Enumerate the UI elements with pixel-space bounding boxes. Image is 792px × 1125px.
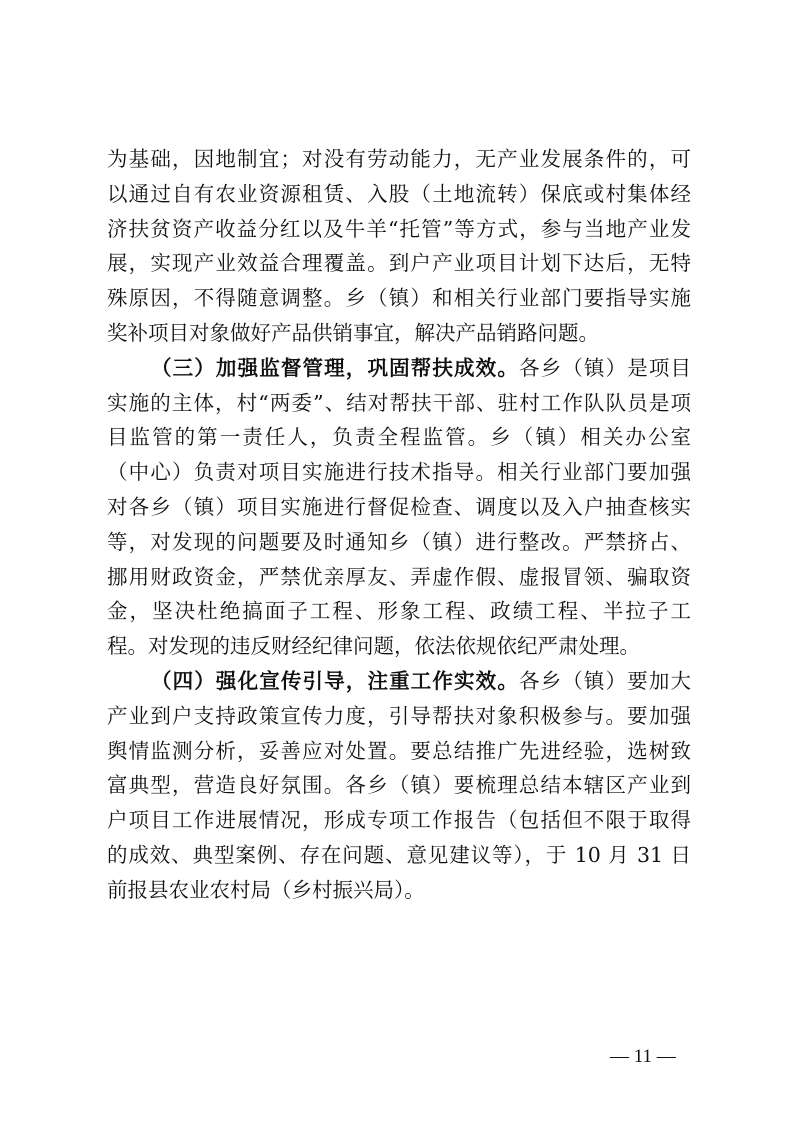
document-body (107, 142, 691, 908)
paragraph-section-4 (107, 664, 691, 908)
text-line: 为基础，因地制宜；对没有劳动能力，无产业发展条件的，可 (107, 147, 691, 171)
paragraph-1 (107, 142, 691, 351)
text-line: 以通过自有农业资源租赁、入股（土地流转）保底或村集体经 (107, 181, 691, 206)
text-line: 对各乡（镇）项目实施进行督促检查、调度以及入户抽查核实 (107, 494, 691, 519)
text-line: 前报县农业农村局（乡村振兴局）。 (107, 877, 425, 902)
section-heading: （四）强化宣传引导，注重工作实效。 (151, 668, 519, 693)
line-text: 各乡（镇）要加大 (518, 668, 692, 693)
text-line (107, 664, 691, 699)
text-line: 富典型，营造良好氛围。各乡（镇）要梳理总结本辖区产业到 (107, 773, 691, 798)
text-line: 的成效、典型案例、存在问题、意见建议等），于 10 月 31 日 (107, 842, 691, 867)
text-line: 济扶贫资产收益分红以及牛羊“托管”等方式，参与当地产业发 (107, 216, 691, 241)
text-line (107, 351, 691, 386)
text-line: 目监管的第一责任人，负责全程监管。乡（镇）相关办公室 (107, 425, 691, 450)
text-line: 奖补项目对象做好产品供销事宜，解决产品销路问题。 (107, 320, 599, 345)
text-line: 挪用财政资金，严禁优亲厚友、弄虚作假、虚报冒领、骗取资 (107, 564, 691, 589)
text-line: 殊原因，不得随意调整。乡（镇）和相关行业部门要指导实施 (107, 286, 691, 311)
text-line: （中心）负责对项目实施进行技术指导。相关行业部门要加强 (107, 460, 691, 485)
text-line: 产业到户支持政策宣传力度，引导帮扶对象积极参与。要加强 (107, 703, 691, 728)
text-line: 程。对发现的违反财经纪律问题，依法依规依纪严肃处理。 (107, 634, 640, 659)
text-line: 金，坚决杜绝搞面子工程、形象工程、政绩工程、半拉子工 (107, 599, 691, 624)
section-heading: （三）加强监督管理，巩固帮扶成效。 (151, 355, 519, 380)
text-line: 实施的主体，村“两委”、结对帮扶干部、驻村工作队队员是项 (107, 390, 691, 415)
line-text: 各乡（镇）是项目 (518, 355, 692, 380)
text-line: 舆情监测分析，妥善应对处置。要总结推广先进经验，选树致 (107, 738, 691, 763)
paragraph-section-3 (107, 351, 691, 664)
page-number: — 11 — (610, 1046, 676, 1067)
text-line: 等，对发现的问题要及时通知乡（镇）进行整改。严禁挤占、 (107, 529, 691, 554)
text-line: 户项目工作进展情况，形成专项工作报告（包括但不限于取得 (107, 808, 691, 833)
text-line: 展，实现产业效益合理覆盖。到户产业项目计划下达后，无特 (107, 251, 691, 276)
